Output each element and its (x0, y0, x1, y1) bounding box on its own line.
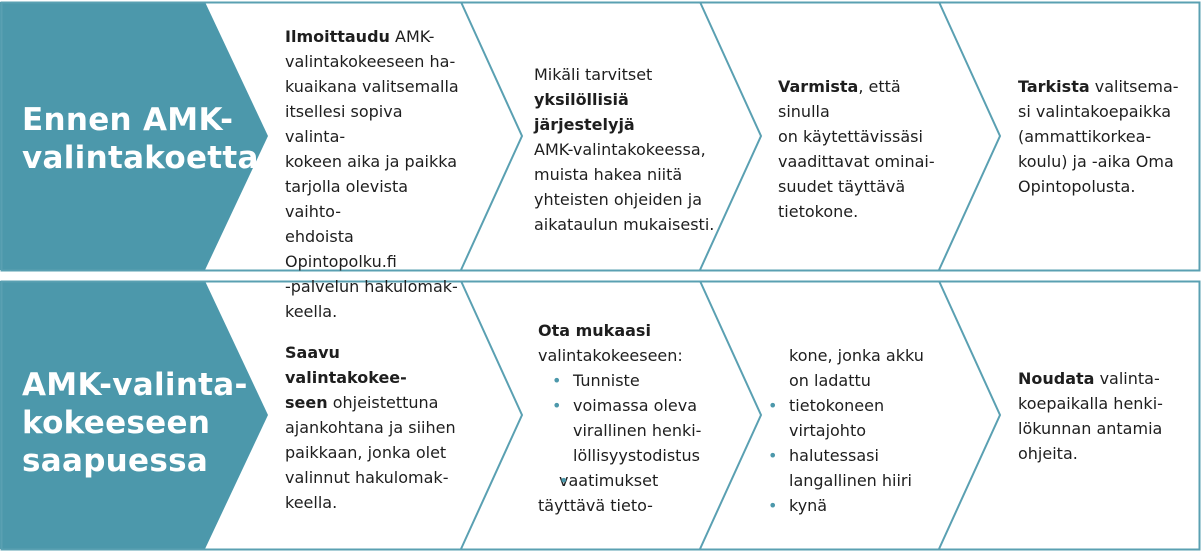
row1-step3-text: Varmista, että sinulla on käytettävissäsi vaadittavat ominai- suudet täyttävä tietokone. (778, 77, 935, 221)
row1-step4-bold: Tarkista (1018, 77, 1090, 96)
row1-step1-text: Ilmoittaudu AMK- valintakokeeseen ha- kuaikana valitsemalla itsellesi sopiva valinta- kokeen aika ja paikka tarjolla olevista vaihto- ehdoista Opintopolku.fi -palvelun hakulomak- keella. (285, 27, 459, 321)
row1-step3-bold: Varmista (778, 77, 859, 96)
row2-step2-bullet-list (538, 368, 706, 518)
row2-arrow-2 (700, 281, 761, 549)
row1-step4-text: Tarkista valitsema- si valintakoepaikka (ammattikorkea- koulu) ja -aika Oma Opintopolusta. (1018, 77, 1179, 196)
row2-step3-text: kone, jonka akku on ladattu • tietokoneen virtajohto • halutessasi langallinen hiiri • kynä (768, 343, 938, 518)
row1-step2-text: Mikäli tarvitset yksilöllisiä järjestelyjä AMK-valintakokeessa, muista hakea niitä yhteisten ohjeiden ja aikataulun mukaisesti. (534, 65, 715, 234)
list-item: • voimassa oleva virallinen henki-löllisyystodistus (552, 393, 706, 468)
row2-step4-bold: Noudata (1018, 369, 1095, 388)
row1-title: Ennen AMK- valintakoetta (22, 102, 259, 176)
row2-step2-text: Ota mukaasi valintakokeeseen: • Tunniste • voimassa oleva virallinen henki-löllisyystodistus • vaatimukset täyttävä tieto- (538, 318, 706, 518)
list-item: • vaatimukset täyttävä tieto- (538, 468, 706, 518)
row1-arrow-1 (461, 2, 522, 270)
list-item: • halutessasi langallinen hiiri (768, 443, 938, 493)
row2-step1-bold-line1: Saavu valintakokee- (285, 343, 407, 387)
row2-step1-text: Saavu valintakokee- seen ohjeistettuna ajankohtana ja siihen paikkaan, jonka olet valinnut hakulomak- keella. (285, 343, 456, 512)
row1-step2-bold: yksilöllisiä järjestelyjä (534, 90, 635, 134)
row2-step4-text: Noudata valinta- koepaikalla henki- lökunnan antamia ohjeita. (1018, 369, 1163, 463)
row2-step2-bold: Ota mukaasi (538, 321, 651, 340)
list-item: • kynä (768, 493, 938, 518)
row2-title: AMK-valinta- kokeeseen saapuessa (22, 367, 248, 479)
list-item: • Tunniste (552, 368, 706, 393)
row2-arrow-3 (939, 281, 1000, 549)
row2-step1-bold-line2: seen (285, 393, 328, 412)
row1-step1-bold: Ilmoittaudu (285, 27, 390, 46)
list-item: • tietokoneen virtajohto (768, 393, 938, 443)
row2-arrow-1 (461, 281, 522, 549)
row1-arrow-3 (939, 2, 1000, 270)
row2-step3-bullet-list (768, 393, 938, 518)
